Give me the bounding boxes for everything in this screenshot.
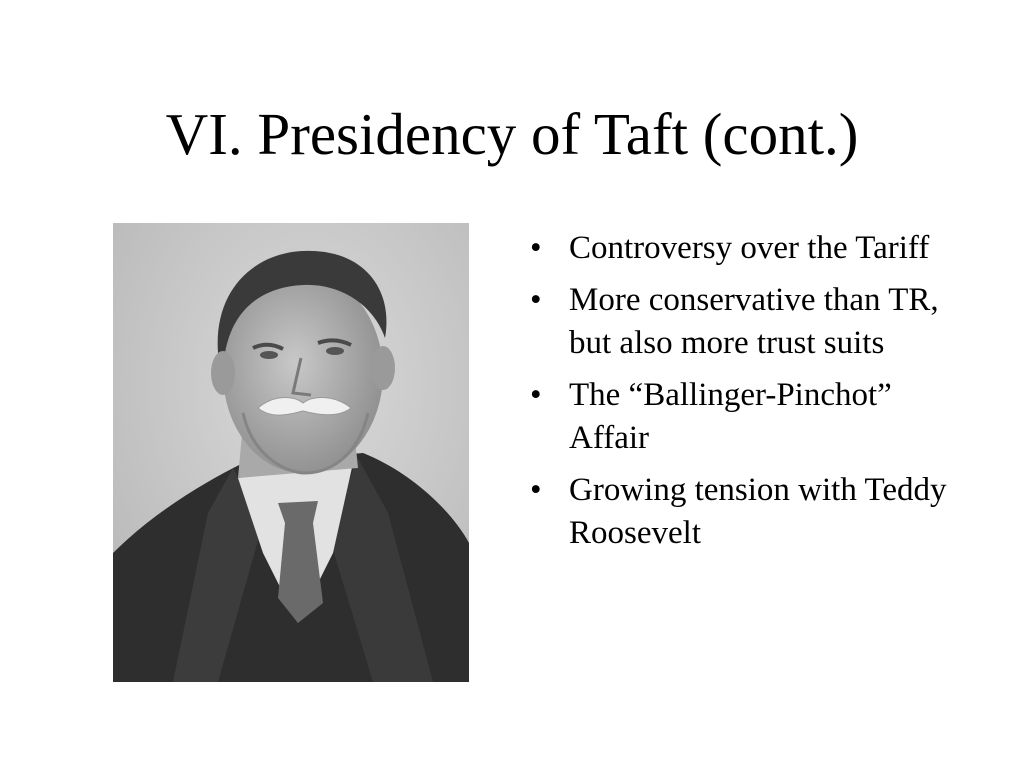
bullet-text: Controversy over the Tariff bbox=[569, 230, 930, 266]
bullet-text: More conservative than TR, but also more trust suits bbox=[569, 282, 939, 361]
bullet-item bbox=[530, 227, 960, 270]
slide-title: VI. Presidency of Taft (cont.) bbox=[165, 101, 859, 167]
bullet-item bbox=[530, 374, 960, 460]
bullet-item bbox=[530, 279, 960, 365]
bullet-icon: • bbox=[530, 282, 542, 318]
bullet-item bbox=[530, 469, 960, 555]
bullet-icon: • bbox=[530, 472, 542, 508]
bullet-icon: • bbox=[530, 377, 542, 413]
bullet-list bbox=[530, 227, 960, 564]
bullet-text: Growing tension with Teddy Roosevelt bbox=[569, 472, 947, 551]
bullet-text: The “Ballinger-Pinchot” Affair bbox=[569, 377, 892, 456]
bullet-icon: • bbox=[530, 230, 542, 266]
portrait-photo bbox=[113, 223, 469, 682]
